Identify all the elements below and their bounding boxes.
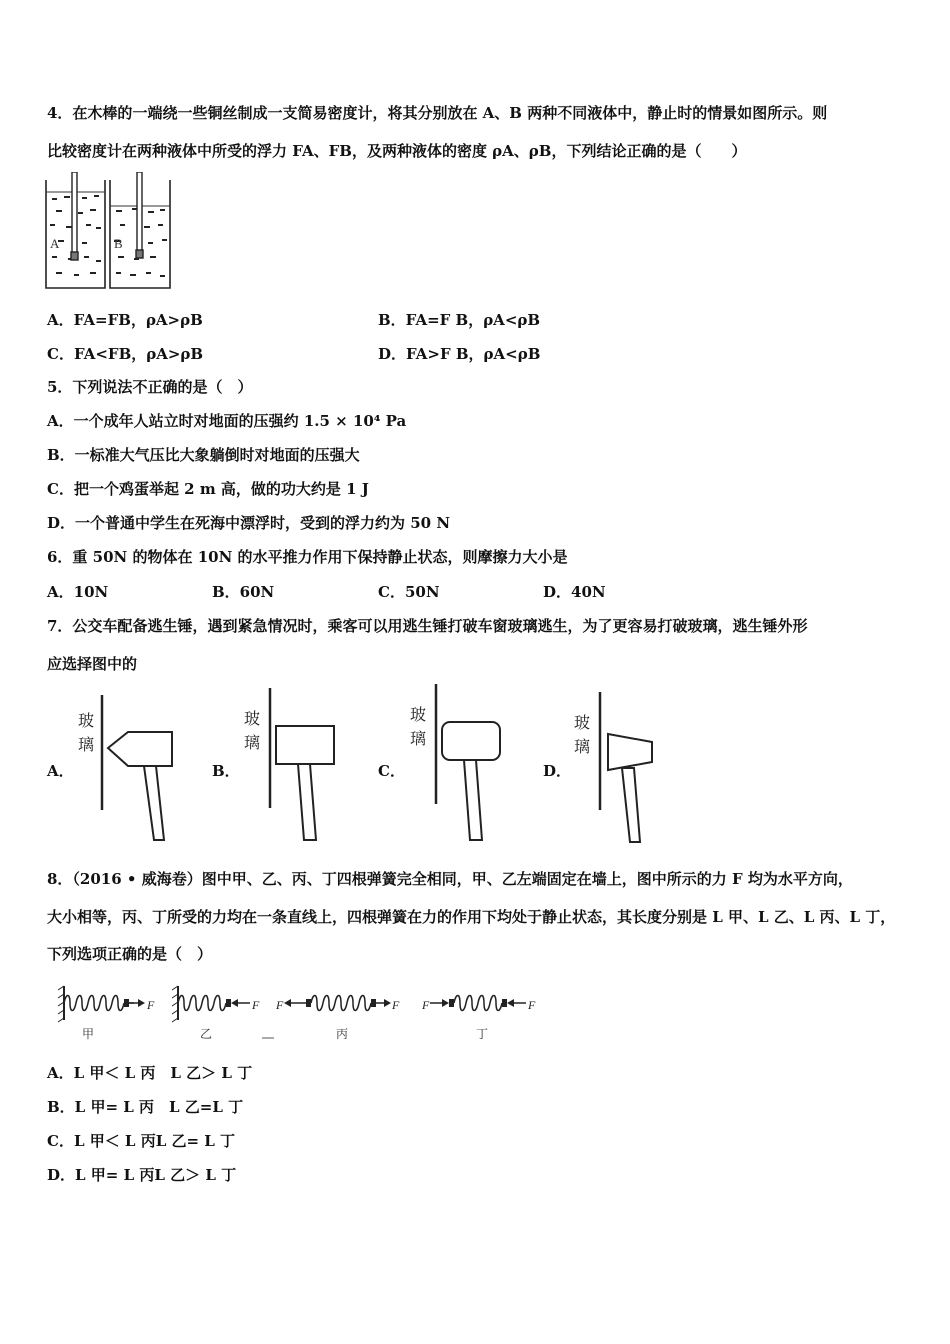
q7-option-a-label: A． <box>47 762 74 780</box>
q5-option-d: D．一个普通中学生在死海中漂浮时，受到的浮力约为 50 N <box>47 514 451 532</box>
q4-fig-label-b: B <box>114 236 123 251</box>
spring-label-bing: 丙 <box>336 1027 349 1041</box>
q8-springs-figure <box>50 980 550 1046</box>
q7-option-d-label: D． <box>543 762 572 780</box>
q4-option-c: C．FA<FB，ρA>ρB <box>47 345 204 363</box>
q4-stem-line2: 比较密度计在两种液体中所受的浮力 FA、FB，及两种液体的密度 ρA、ρB，下列结论正确的是（ ） <box>47 142 747 160</box>
q4-option-a: A．FA=FB，ρA>ρB <box>47 311 203 329</box>
q7-stem-line2: 应选择图中的 <box>47 655 138 673</box>
q8-stem-line3: 下列选项正确的是（ ） <box>47 945 213 963</box>
q7-hammer-b-figure <box>238 686 348 846</box>
q7-b-glass-char1: 玻 <box>244 709 261 728</box>
spring-label-yi: 乙 <box>200 1027 213 1041</box>
q4-option-d: D．FA>F B，ρA<ρB <box>378 345 541 363</box>
q8-option-c: C．L 甲＜ L 丙L 乙= L 丁 <box>47 1132 236 1150</box>
spring-label-ding: 丁 <box>476 1027 489 1041</box>
q7-d-glass-char2: 璃 <box>574 737 591 756</box>
q7-c-glass-char2: 璃 <box>410 729 427 748</box>
spring-label-jia: 甲 <box>82 1027 95 1041</box>
q7-hammer-d-figure <box>568 690 668 848</box>
q8-option-b: B．L 甲= L 丙 L 乙=L 丁 <box>47 1098 244 1116</box>
q7-b-glass-char2: 璃 <box>244 733 261 752</box>
q7-option-c-label: C． <box>378 762 405 780</box>
force-label-ding-right: F <box>528 998 536 1012</box>
q4-fig-label-a: A <box>50 236 60 251</box>
spring-yi <box>172 986 260 1041</box>
q6-option-b: B．60N <box>212 583 275 601</box>
q7-d-glass-char1: 玻 <box>574 713 591 732</box>
q5-option-c: C．把一个鸡蛋举起 2 m 高，做的功大约是 1 J <box>47 480 369 498</box>
q8-option-d: D．L 甲= L 丙L 乙＞ L 丁 <box>47 1166 237 1184</box>
force-label-jia: F <box>147 998 155 1012</box>
q4-density-meter-figure <box>44 172 174 290</box>
q4-option-b: B．FA=F B，ρA<ρB <box>378 311 541 329</box>
spring-ding <box>421 996 536 1042</box>
q7-hammer-c-figure <box>404 682 514 847</box>
q8-option-a: A．L 甲＜ L 丙 L 乙＞ L 丁 <box>47 1064 253 1082</box>
spring-bing <box>275 996 400 1042</box>
force-label-ding-left: F <box>422 998 430 1012</box>
q5-option-a: A．一个成年人站立时对地面的压强约 1.5 × 10⁴ Pa <box>47 412 407 430</box>
force-label-yi: F <box>252 998 260 1012</box>
force-label-bing-left: F <box>276 998 284 1012</box>
q8-stem-line1: 8．（2016 • 威海卷）图中甲、乙、丙、丁四根弹簧完全相同，甲、乙左端固定在墙上，图中所示的力 F 均为水平方向， <box>47 870 853 888</box>
q5-stem: 5．下列说法不正确的是（ ） <box>47 378 253 396</box>
spring-jia <box>58 986 155 1041</box>
q7-stem-line1: 7．公交车配备逃生锤，遇到紧急情况时，乘客可以用逃生锤打破车窗玻璃逃生，为了更容易打破玻璃，逃生锤外形 <box>47 617 808 635</box>
q7-option-b-label: B． <box>212 762 240 780</box>
q6-option-a: A．10N <box>47 583 109 601</box>
q7-hammer-a-figure <box>72 690 182 845</box>
q8-stem-line2: 大小相等，丙、丁所受的力均在一条直线上，四根弹簧在力的作用下均处于静止状态，其长度分别是 L 甲、L 乙、L 丙、L 丁， <box>47 908 896 926</box>
force-label-bing-right: F <box>392 998 400 1012</box>
q7-c-glass-char1: 玻 <box>410 705 427 724</box>
q7-a-glass-char2: 璃 <box>78 735 95 754</box>
q5-option-b: B．一标准大气压比大象躺倒时对地面的压强大 <box>47 446 360 464</box>
q6-option-d: D．40N <box>543 583 606 601</box>
q6-option-c: C．50N <box>378 583 440 601</box>
q6-stem: 6．重 50N 的物体在 10N 的水平推力作用下保持静止状态，则摩擦力大小是 <box>47 548 568 566</box>
q7-a-glass-char1: 玻 <box>78 711 95 730</box>
q4-stem-line1: 4．在木棒的一端绕一些铜丝制成一支简易密度计，将其分别放在 A、B 两种不同液体中，静止时的情景如图所示。则 <box>47 104 828 122</box>
